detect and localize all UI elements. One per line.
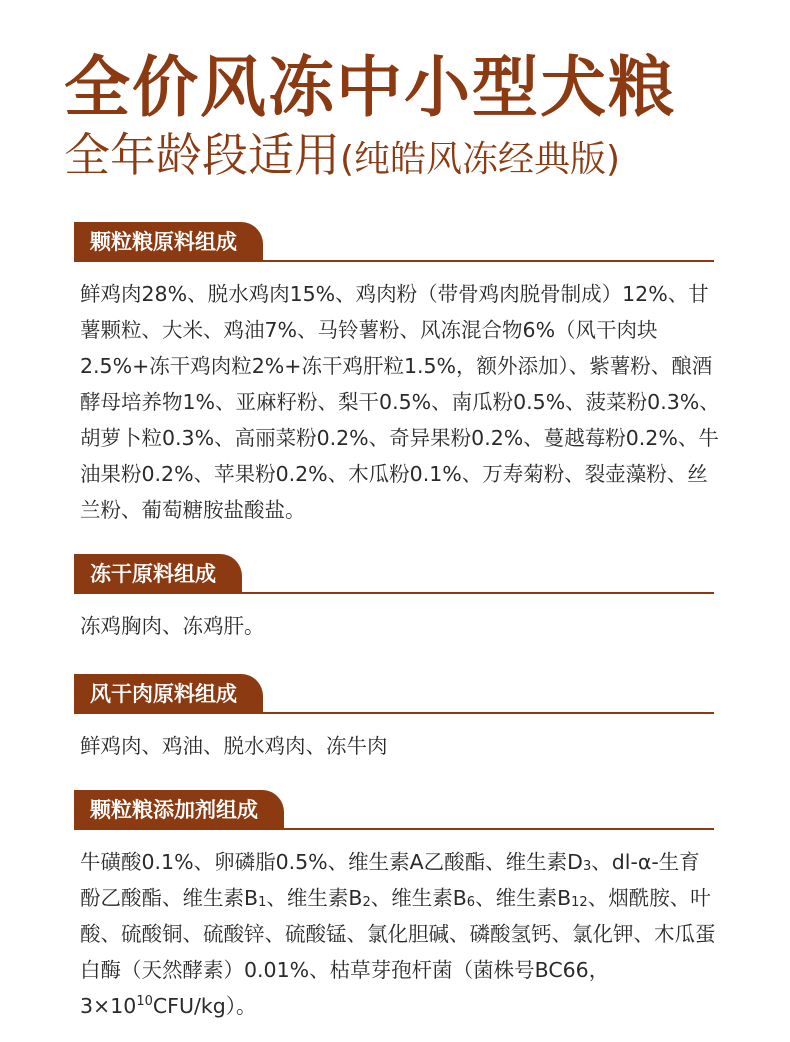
subscript: 2 — [362, 895, 371, 910]
additives-text: 、维生素B — [475, 886, 572, 910]
additives-text: 、dl-α-生育酚乙酸酯、维生素B — [80, 850, 700, 910]
subscript: 1 — [258, 895, 267, 910]
product-subtitle — [64, 122, 764, 193]
section-heading: 冻干原料组成 — [74, 554, 242, 594]
section-freeze-dried-ingredients — [74, 546, 714, 644]
subscript: 6 — [466, 895, 476, 910]
section-header — [74, 666, 714, 714]
section-body — [74, 844, 720, 1024]
section-air-dried-ingredients — [74, 666, 714, 764]
section-header — [74, 782, 714, 830]
section-body: 冻鸡胸肉、冻鸡肝。 — [80, 614, 265, 638]
subscript: 3 — [582, 859, 592, 874]
section-kibble-ingredients — [74, 214, 720, 528]
section-heading: 风干肉原料组成 — [74, 674, 263, 714]
additives-text: 、维生素B — [266, 886, 363, 910]
section-body: 鲜鸡肉28%、脱水鸡肉15%、鸡肉粉（带骨鸡肉脱骨制成）12%、甘薯颗粒、大米、鸡油7%、马铃薯粉、风冻混合物6%（风干肉块2.5%+冻干鸡肉粒2%+冻干鸡肝粒1.5%，额外添加）、紫薯粉、酿酒酵母培养物1%、亚麻籽粉、梨干0.5%、南瓜粉0.5%、菠菜粉0.3%、胡萝卜粒0.3%、高丽菜粉0.2%、奇异果粉0.2%、蔓越莓粉0.2%、牛油果粉0.2%、苹果粉0.2%、木瓜粉0.1%、万寿菊粉、裂壶藻粉、丝兰粉、葡萄糖胺盐酸盐。 — [80, 282, 720, 522]
section-kibble-additives — [74, 782, 714, 1024]
section-heading: 颗粒粮添加剂组成 — [74, 790, 284, 830]
additives-text: 、烟酰胺、叶酸、硫酸铜、硫酸锌、硫酸锰、氯化胆碱、磷酸氢钙、氯化钾、木瓜蛋白酶（天然酵素）0.01%、枯草芽孢杆菌（菌株号BC66，3×10 — [80, 886, 716, 1018]
product-title: 全价风冻中小型犬粮 — [64, 49, 676, 126]
superscript: 10 — [136, 994, 153, 1009]
subscript: 12 — [571, 895, 588, 910]
subtitle-paren: (纯皓风冻经典版) — [340, 139, 621, 180]
subtitle-main: 全年龄段适用 — [64, 128, 340, 182]
section-heading: 颗粒粮原料组成 — [74, 222, 263, 262]
section-header — [74, 546, 714, 594]
section-body: 鲜鸡肉、鸡油、脱水鸡肉、冻牛肉 — [80, 734, 388, 758]
section-header — [74, 214, 714, 262]
additives-text: 牛磺酸0.1%、卵磷脂0.5%、维生素A乙酸酯、维生素D — [80, 850, 583, 874]
additives-text: 、维生素B — [370, 886, 467, 910]
additives-text: CFU/kg）。 — [152, 994, 257, 1018]
